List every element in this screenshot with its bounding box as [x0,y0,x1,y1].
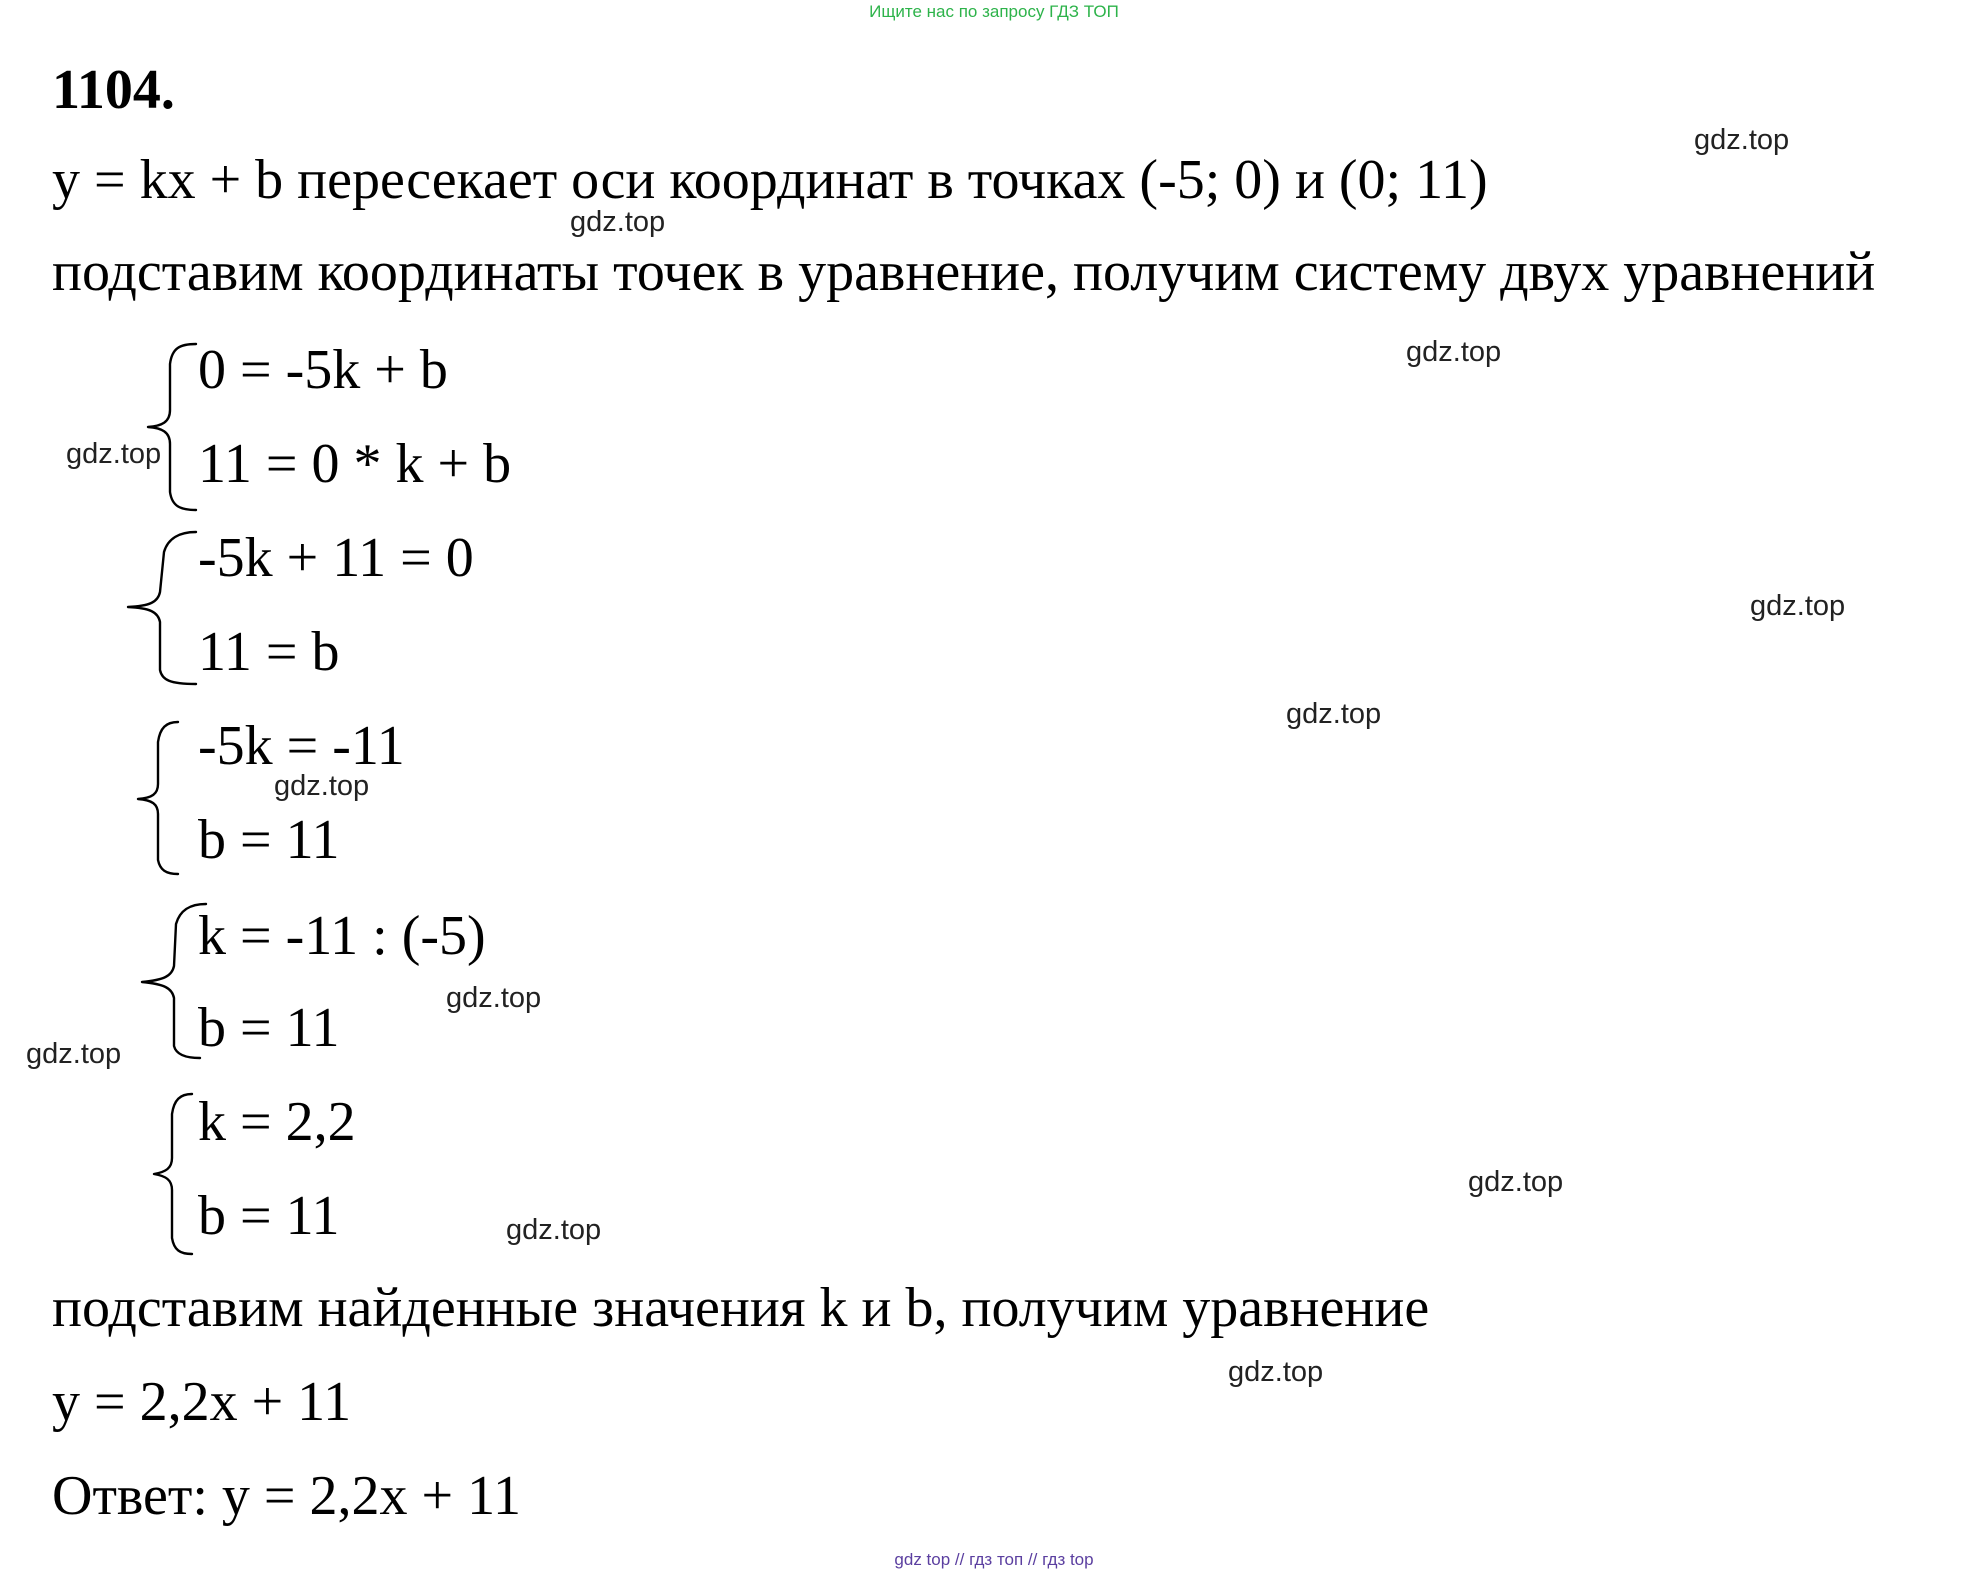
system-5-eq-2: b = 11 [198,1185,340,1247]
watermark: gdz.top [1750,590,1846,622]
problem-number: 1104. [52,59,175,121]
watermark: gdz.top [1406,336,1502,368]
system-2-eq-2: 11 = b [198,621,340,683]
top-banner: Ищите нас по запросу ГДЗ ТОП [869,2,1119,21]
watermark: gdz.top [1694,124,1790,156]
substitution-text: подставим найденные значения k и b, получим уравнение [52,1277,1430,1339]
watermark: gdz.top [1468,1166,1564,1198]
watermark: gdz.top [1286,698,1382,730]
watermark: gdz.top [274,770,370,802]
problem-condition: y = kx + b пересекает оси координат в точках (-5; 0) и (0; 11) [52,149,1488,211]
footer-links: gdz top // гдз топ // гдз top [894,1550,1094,1569]
system-3-eq-2: b = 11 [198,809,340,871]
watermark: gdz.top [506,1214,602,1246]
system-4-eq-2: b = 11 [198,997,340,1059]
watermark: gdz.top [570,206,666,238]
watermark: gdz.top [1228,1356,1324,1388]
system-2-eq-1: -5k + 11 = 0 [198,527,474,589]
watermark: gdz.top [26,1038,122,1070]
system-1-eq-1: 0 = -5k + b [198,339,448,401]
watermark: gdz.top [446,982,542,1014]
system-brace-2 [120,530,210,686]
system-1-eq-2: 11 = 0 * k + b [198,433,512,495]
step-intro: подставим координаты точек в уравнение, получим систему двух уравнений [52,241,1876,303]
result-equation: y = 2,2x + 11 [52,1371,352,1433]
system-3-eq-1: -5k = -11 [198,715,405,777]
answer: Ответ: y = 2,2x + 11 [52,1465,521,1527]
system-4-eq-1: k = -11 : (-5) [198,905,486,967]
watermark: gdz.top [66,438,162,470]
system-5-eq-1: k = 2,2 [198,1091,356,1153]
